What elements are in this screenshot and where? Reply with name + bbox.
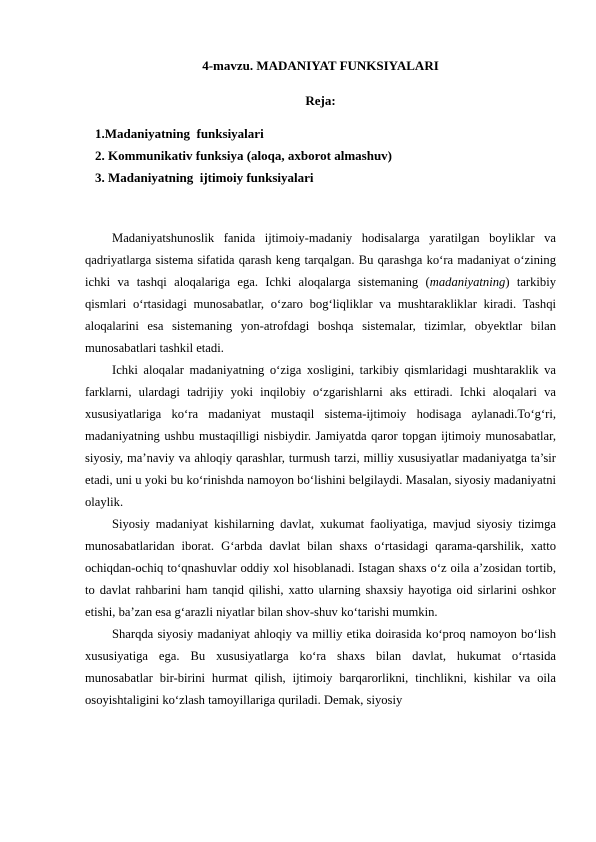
plan-list (95, 123, 392, 189)
paragraph (85, 227, 556, 359)
page-title: 4-mavzu. MADANIYAT FUNKSIYALARI (202, 58, 439, 73)
plan-heading: Reja: (305, 93, 336, 108)
plan-item: 1.Madaniyatning funksiyalari (95, 126, 264, 141)
plan-item: 2. Kommunikativ funksiya (aloqa, axborot almashuv) (95, 148, 393, 163)
paragraph-text: ) tarkibiy qismlari o‘rtasidagi munosabatlar, o‘zaro bog‘liqliklar va mushtarakliklar kiradi. Tashqi aloqalarini esa sistemaning yon-atrofdagi boshqa sistemalar, tizimlar, obyektlar bilan munosabatlari tashkil etadi. (85, 275, 556, 355)
paragraph: Siyosiy madaniyat kishilarning davlat, xukumat faoliyatiga, mavjud siyosiy tizimga munosabatlaridan iborat. G‘arbda davlat bilan shaxs o‘rtasidagi qarama-qarshilik, xatto ochiqdan-ochiq to‘qnashuvlar oddiy xol hisoblanadi. Istagan shaxs o‘z oila a’zosidan tortib, to davlat rahbarini ham tanqid qilishi, xatto ularning shaxsiy hayotiga oid sirlarini oshkor etishi, ba’zan esa g‘arazli niyatlar bilan shov-shuv ko‘tarishi mumkin. (85, 517, 556, 619)
italic-term: madaniyatning (429, 275, 506, 289)
plan-item: 3. Madaniyatning ijtimoiy funksiyalari (95, 170, 314, 185)
body-text (85, 227, 556, 711)
paragraph-text: Madaniyatshunoslik fanida ijtimoiy-madaniy hodisalarga yaratilgan boyliklar va qadriyatlarga sistema sifatida qarash keng tarqalgan. Bu qarashga ko‘ra madaniyat o‘zining ichki va tashqi aloqalariga ega. Ichki aloqalarga sistemaning ( (85, 231, 556, 289)
paragraph: Ichki aloqalar madaniyatning o‘ziga xosligini, tarkibiy qismlaridagi mushtaraklik va farklarni, ulardagi tadrijiy yoki inqilobiy o‘zgarishlarni aks ettiradi. Ichki aloqalari va xususiyatlariga ko‘ra madaniyat mustaqil sistema-ijtimoiy hodisaga aylanadi.To‘g‘ri, madaniyatning ushbu mustaqilligi nisbiydir. Jamiyatda qaror topgan ijtimoiy munosabatlar, siyosiy, ma’naviy va ahloqiy qarashlar, turmush tarzi, milliy xususiyatlar madaniyatga ta’sir etadi, uni u yoki bu ko‘rinishda namoyon bo‘lishini belgilaydi. Masalan, siyosiy madaniyatni olaylik. (85, 363, 556, 509)
paragraph-continued: Sharqda siyosiy madaniyat ahloqiy va milliy etika doirasida ko‘proq namoyon bo‘lish xususiyatiga ega. Bu xususiyatlarga ko‘ra shaxs bilan davlat, hukumat o‘rtasida munosabatlar bir-birini hurmat qilish, ijtimoiy barqarorlikni, tinchlikni, kishilar va oila osoyishtaligini ko‘zlash tamoyillariga quriladi. Demak, siyosiy (85, 627, 556, 707)
